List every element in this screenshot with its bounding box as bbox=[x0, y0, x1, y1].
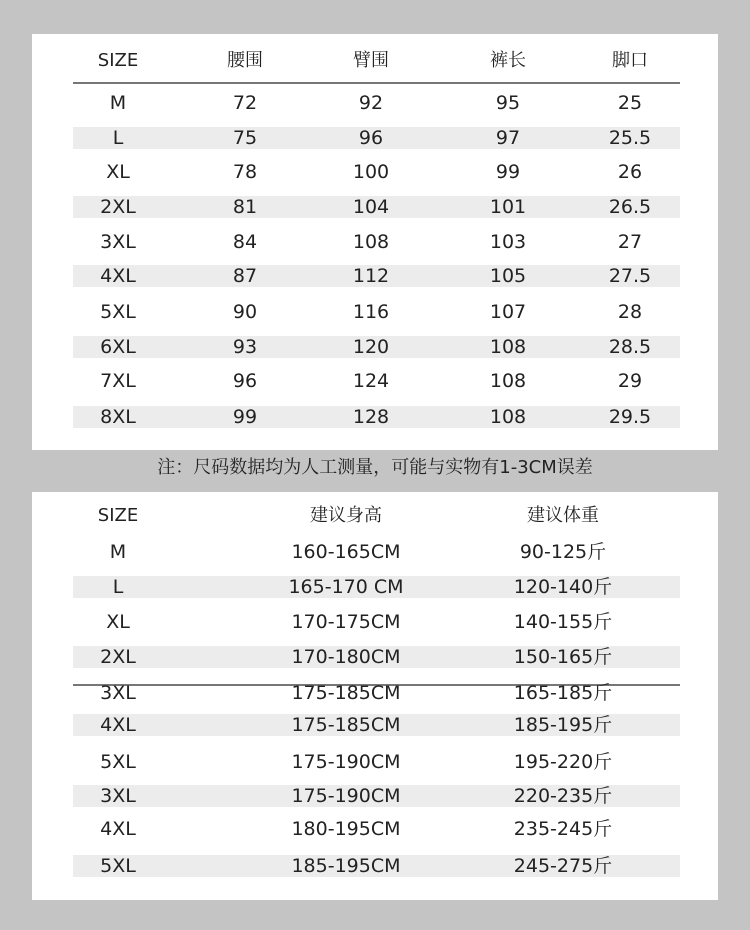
waist-cell: 78 bbox=[232, 161, 258, 183]
hem-cell: 26.5 bbox=[608, 196, 652, 218]
header-waist: 腰围 bbox=[227, 50, 263, 71]
header-size: SIZE bbox=[97, 505, 139, 526]
height-cell: 185-195CM bbox=[291, 855, 401, 877]
waist-cell: 81 bbox=[232, 196, 258, 218]
length-cell: 103 bbox=[489, 231, 527, 253]
recommendation-table-header bbox=[73, 505, 680, 527]
table-row bbox=[73, 336, 680, 358]
header-weight: 建议体重 bbox=[527, 505, 599, 526]
table-row bbox=[73, 161, 680, 183]
arm-cell: 108 bbox=[352, 231, 390, 253]
size-cell: 5XL bbox=[100, 855, 136, 877]
length-cell: 105 bbox=[489, 265, 527, 287]
weight-cell: 245-275斤 bbox=[513, 855, 613, 877]
weight-cell: 220-235斤 bbox=[513, 785, 613, 807]
size-cell: 4XL bbox=[100, 714, 136, 736]
height-cell: 175-190CM bbox=[291, 785, 401, 807]
size-cell: 2XL bbox=[100, 196, 136, 218]
waist-cell: 84 bbox=[232, 231, 258, 253]
height-cell: 180-195CM bbox=[291, 818, 401, 840]
waist-cell: 75 bbox=[232, 127, 258, 149]
measurement-note: 注：尺码数据均为人工测量，可能与实物有1-3CM误差 bbox=[157, 457, 593, 478]
table-row bbox=[73, 127, 680, 149]
header-height: 建议身高 bbox=[310, 505, 382, 526]
waist-cell: 99 bbox=[232, 406, 258, 428]
hem-cell: 28.5 bbox=[608, 336, 652, 358]
hem-cell: 28 bbox=[617, 301, 643, 323]
size-cell: XL bbox=[106, 161, 130, 183]
table-row bbox=[73, 785, 680, 807]
weight-cell: 150-165斤 bbox=[513, 646, 613, 668]
size-cell: 8XL bbox=[100, 406, 136, 428]
height-cell: 165-170 CM bbox=[288, 576, 404, 598]
hem-cell: 27.5 bbox=[608, 265, 652, 287]
length-cell: 101 bbox=[489, 196, 527, 218]
length-cell: 95 bbox=[495, 92, 521, 114]
weight-cell: 185-195斤 bbox=[513, 714, 613, 736]
table-row bbox=[73, 301, 680, 323]
arm-cell: 112 bbox=[352, 265, 390, 287]
size-cell: 5XL bbox=[100, 751, 136, 773]
table-row bbox=[73, 751, 680, 773]
length-cell: 99 bbox=[495, 161, 521, 183]
table-row bbox=[73, 541, 680, 563]
table-row bbox=[73, 92, 680, 114]
size-cell: 4XL bbox=[100, 818, 136, 840]
size-cell: M bbox=[109, 92, 127, 114]
header-divider bbox=[73, 82, 680, 84]
height-cell: 170-180CM bbox=[291, 646, 401, 668]
table-row bbox=[73, 370, 680, 392]
arm-cell: 96 bbox=[358, 127, 384, 149]
measurement-table-card bbox=[32, 34, 718, 450]
header-size: SIZE bbox=[97, 50, 139, 71]
header-arm: 臂围 bbox=[353, 50, 389, 71]
weight-cell: 140-155斤 bbox=[513, 611, 613, 633]
height-cell: 170-175CM bbox=[291, 611, 401, 633]
arm-cell: 128 bbox=[352, 406, 390, 428]
size-cell: 5XL bbox=[100, 301, 136, 323]
length-cell: 97 bbox=[495, 127, 521, 149]
table-row bbox=[73, 406, 680, 428]
table-row bbox=[73, 576, 680, 598]
arm-cell: 104 bbox=[352, 196, 390, 218]
table-row bbox=[73, 265, 680, 287]
table-row bbox=[73, 611, 680, 633]
height-cell: 160-165CM bbox=[291, 541, 401, 563]
size-cell: 3XL bbox=[100, 682, 136, 704]
size-cell: XL bbox=[106, 611, 130, 633]
size-cell: 7XL bbox=[100, 370, 136, 392]
table-row bbox=[73, 855, 680, 877]
weight-cell: 165-185斤 bbox=[513, 682, 613, 704]
arm-cell: 124 bbox=[352, 370, 390, 392]
measurement-table-header bbox=[73, 50, 680, 72]
waist-cell: 93 bbox=[232, 336, 258, 358]
hem-cell: 29 bbox=[617, 370, 643, 392]
size-cell: M bbox=[109, 541, 127, 563]
hem-cell: 25.5 bbox=[608, 127, 652, 149]
weight-cell: 195-220斤 bbox=[513, 751, 613, 773]
size-cell: L bbox=[112, 576, 124, 598]
waist-cell: 96 bbox=[232, 370, 258, 392]
arm-cell: 92 bbox=[358, 92, 384, 114]
arm-cell: 116 bbox=[352, 301, 390, 323]
size-cell: 6XL bbox=[100, 336, 136, 358]
length-cell: 108 bbox=[489, 406, 527, 428]
length-cell: 107 bbox=[489, 301, 527, 323]
height-cell: 175-185CM bbox=[291, 714, 401, 736]
size-cell: 2XL bbox=[100, 646, 136, 668]
waist-cell: 90 bbox=[232, 301, 258, 323]
size-cell: L bbox=[112, 127, 124, 149]
arm-cell: 100 bbox=[352, 161, 390, 183]
table-row bbox=[73, 818, 680, 840]
hem-cell: 27 bbox=[617, 231, 643, 253]
size-cell: 3XL bbox=[100, 231, 136, 253]
hem-cell: 26 bbox=[617, 161, 643, 183]
waist-cell: 72 bbox=[232, 92, 258, 114]
recommendation-table-card bbox=[32, 492, 718, 900]
hem-cell: 29.5 bbox=[608, 406, 652, 428]
table-row bbox=[73, 682, 680, 704]
size-cell: 4XL bbox=[100, 265, 136, 287]
arm-cell: 120 bbox=[352, 336, 390, 358]
hem-cell: 25 bbox=[617, 92, 643, 114]
weight-cell: 120-140斤 bbox=[513, 576, 613, 598]
weight-cell: 90-125斤 bbox=[519, 541, 607, 563]
height-cell: 175-190CM bbox=[291, 751, 401, 773]
length-cell: 108 bbox=[489, 370, 527, 392]
height-cell: 175-185CM bbox=[291, 682, 401, 704]
length-cell: 108 bbox=[489, 336, 527, 358]
waist-cell: 87 bbox=[232, 265, 258, 287]
header-pants-length: 裤长 bbox=[490, 50, 526, 71]
table-row bbox=[73, 646, 680, 668]
table-row bbox=[73, 231, 680, 253]
size-cell: 3XL bbox=[100, 785, 136, 807]
table-row bbox=[73, 714, 680, 736]
header-hem: 脚口 bbox=[612, 50, 648, 71]
table-row bbox=[73, 196, 680, 218]
weight-cell: 235-245斤 bbox=[513, 818, 613, 840]
